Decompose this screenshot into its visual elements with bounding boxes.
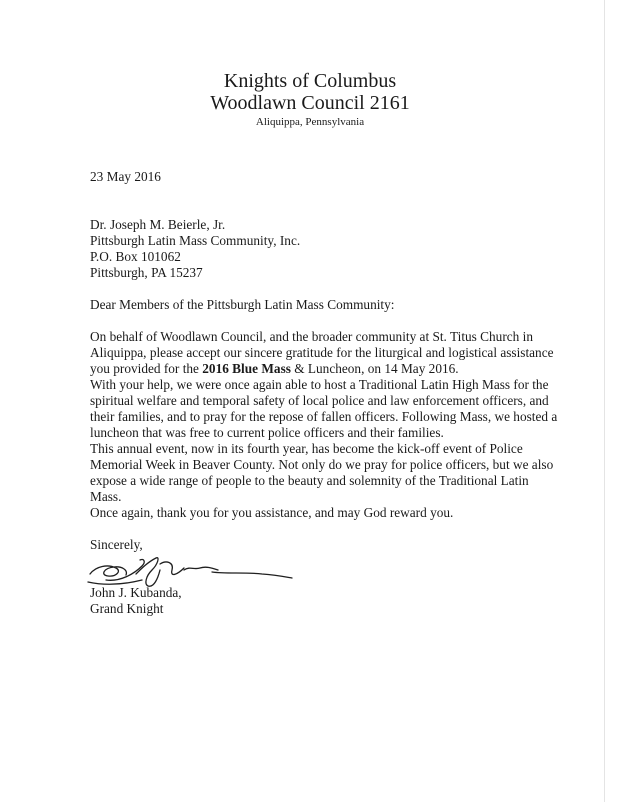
letterhead-organization: Knights of Columbus [223, 70, 397, 92]
recipient-city-state-zip: Pittsburgh, PA 15237 [90, 265, 203, 280]
salutation: Dear Members of the Pittsburgh Latin Mass Community: [90, 297, 395, 312]
closing: Sincerely, [90, 537, 143, 552]
letterhead [0, 70, 620, 129]
paragraph-gratitude [90, 329, 560, 377]
signer-title: Grand Knight [90, 601, 164, 616]
event-name-bold: 2016 Blue Mass [202, 361, 291, 376]
paragraph-gratitude-text: On behalf of Woodlawn Council, and the broader community at St. Titus Church in Aliquippa, please accept our sincere gratitude for the liturgical and logistical assistance you provided for the [90, 329, 554, 376]
signature-block [90, 585, 560, 617]
letterhead-location: Aliquippa, Pennsylvania [255, 116, 365, 128]
paragraph-gratitude-tail: & Luncheon, on 14 May 2016. [290, 361, 459, 376]
paragraph-annual-event: This annual event, now in its fourth year, has become the kick-off event of Police Memorial Week in Beaver County. Not only do we pray for police officers, but we also expose a wide range of people to the beauty and solemnity of the Traditional Latin Mass. [90, 441, 554, 504]
recipient-address [90, 217, 560, 281]
paragraph-event-description: With your help, we were once again able to host a Traditional Latin High Mass for the spiritual welfare and temporal safety of local police and law enforcement officers, and their families, and to pray for the repose of fallen officers. Following Mass, we hosted a luncheon that was free to current police officers and their families. [90, 377, 558, 440]
paragraph-thanks: Once again, thank you for you assistance, and may God reward you. [90, 505, 454, 520]
letterhead-council: Woodlawn Council 2161 [210, 92, 410, 114]
recipient-organization: Pittsburgh Latin Mass Community, Inc. [90, 233, 301, 248]
signer-name: John J. Kubanda, [90, 585, 182, 600]
recipient-po-box: P.O. Box 101062 [90, 249, 181, 264]
letter-date: 23 May 2016 [90, 169, 161, 184]
recipient-name: Dr. Joseph M. Beierle, Jr. [90, 217, 226, 232]
